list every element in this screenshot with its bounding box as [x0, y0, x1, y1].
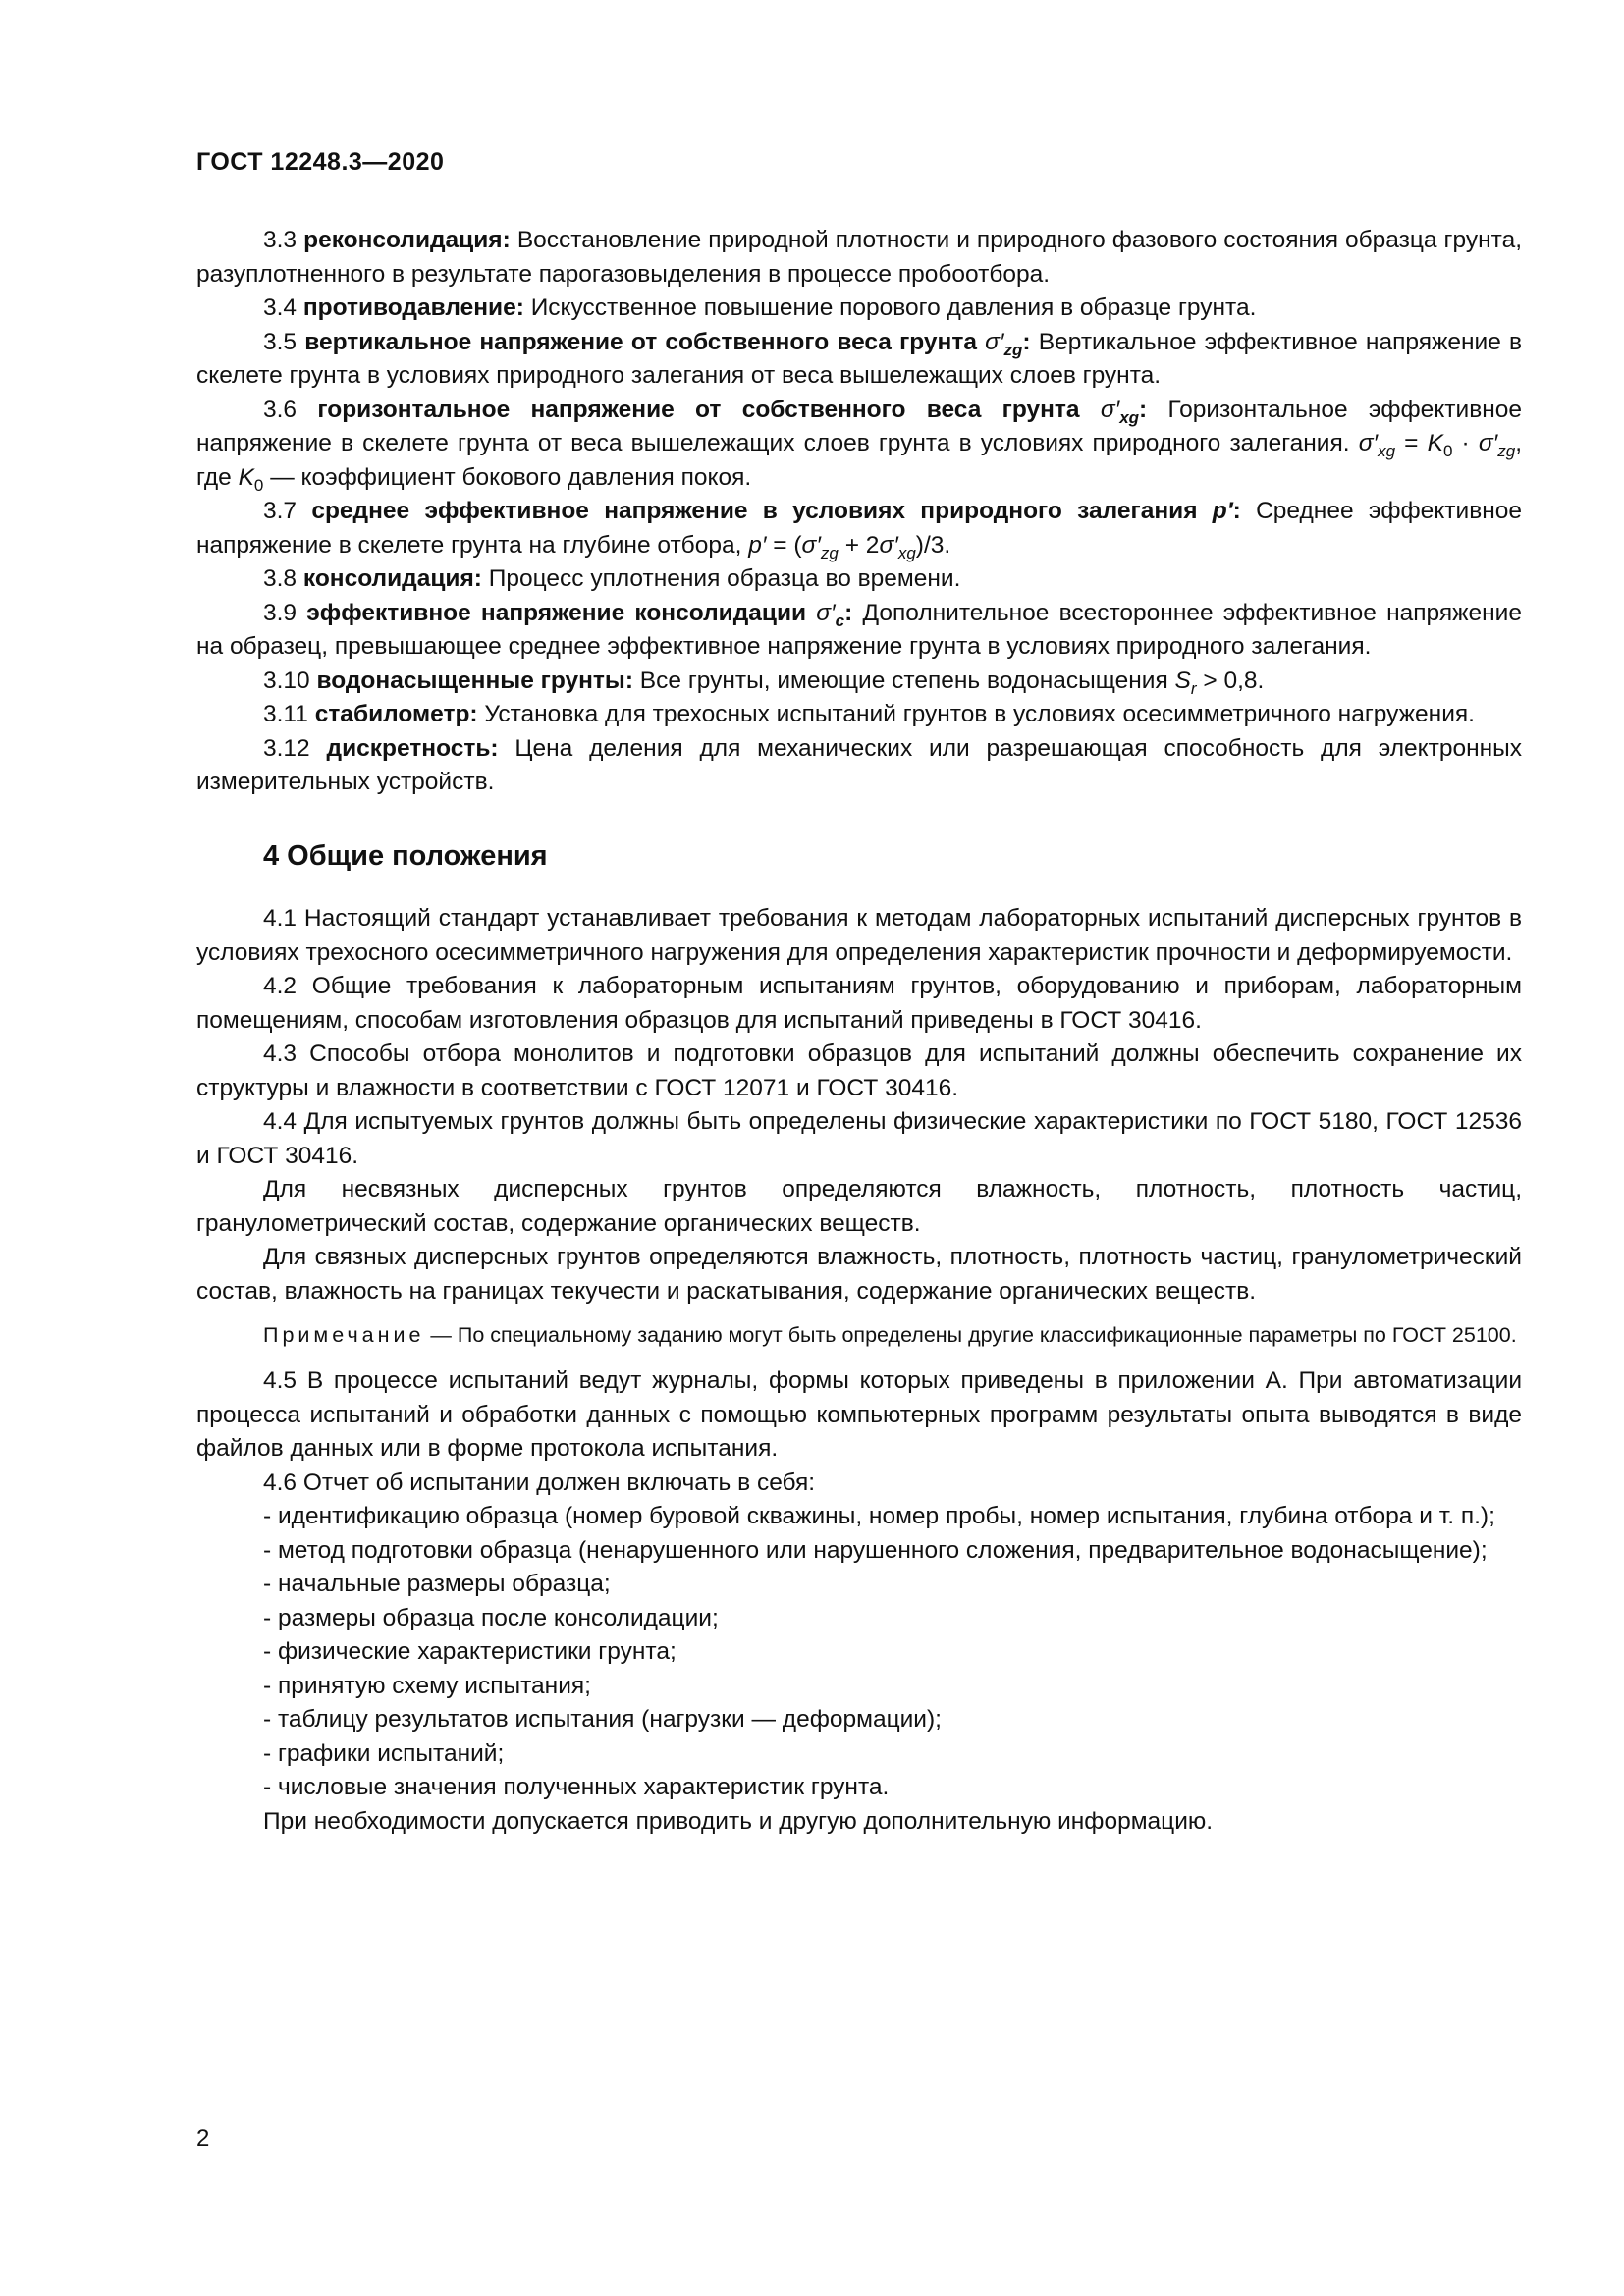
list-item: - графики испытаний; [263, 1739, 505, 1767]
term-name: вертикальное напряжение от собственного веса грунта [304, 328, 977, 355]
term-name: дискретность: [326, 734, 499, 762]
document-body [196, 224, 1522, 1839]
term-symbol: $\sigma'_{xg}$ [1100, 396, 1140, 427]
list-item: - начальные размеры образца; [263, 1571, 611, 1597]
term-definition: Процесс уплотнения образца во времени. [488, 565, 961, 592]
term-name: горизонтальное напряжение от собственного веса грунта [317, 396, 1080, 423]
note-text: — По специальному заданию могут быть определены другие классификационные параметры по ГОСТ 25100. [424, 1323, 1517, 1347]
term-number: 3.9 [263, 599, 298, 626]
term-number: 3.5 [263, 328, 298, 355]
formula: $p' = (\sigma'_{zg} + 2\sigma'_{xg})/3$. [748, 531, 951, 562]
term-definition: Все грунты, имеющие степень водонасыщения [639, 667, 1168, 694]
term-definition: Восстановление природной плотности и природного фазового состояния образца грунта, разуплотненного в результате парогазовыделения в процессе пробоотбора. [196, 227, 1523, 288]
term-3-4 [196, 292, 1522, 326]
paragraph-4-2: 4.2 Общие требования к лабораторным испытаниям грунтов, оборудованию и приборам, лабораторным помещениям, способам изготовления образцов для испытаний приведены в ГОСТ 30416. [196, 973, 1522, 1034]
paragraph-4-4-cohesive: Для связных дисперсных грунтов определяются влажность, плотность, плотность частиц, гранулометрический состав, влажность на границах текучести и раскатывания, содержание органических веществ. [196, 1244, 1522, 1305]
term-number: 3.10 [263, 667, 310, 694]
term-name: противодавление: [302, 294, 524, 321]
term-definition: Среднее эффективное напряжение в скелете грунта на глубине отбора, [196, 498, 1522, 559]
paragraph-4-4-noncohesive: Для несвязных дисперсных грунтов определяются влажность, плотность, плотность частиц, гранулометрический состав, содержание органических веществ. [196, 1176, 1522, 1237]
term-3-11 [196, 698, 1522, 732]
term-number: 3.6 [263, 396, 298, 423]
term-number: 3.7 [263, 498, 298, 524]
closing-paragraph: При необходимости допускается приводить и другую дополнительную информацию. [263, 1807, 1214, 1835]
term-number: 3.11 [263, 701, 308, 727]
term-3-9: 3.9 эффективное напряжение консолидации $\sigma'_c$: Дополнительное всестороннее эффективное напряжение на образец, превышающее среднее эффективное напряжение грунта в условиях природного залегания. [196, 599, 1522, 660]
list-item: - физические характеристики грунта; [263, 1638, 677, 1665]
term-definition: Горизонтальное эффективное напряжение в скелете грунта от веса вышележащих слоев грунта в условиях природного залегания. [196, 396, 1522, 456]
formula: $\sigma'_{xg} = K_0 \cdot \sigma'_{zg}$, где $K_0$ — коэффициент бокового давления покоя. [196, 430, 1523, 495]
term-number: 3.4 [263, 294, 298, 321]
formula: $S_r > 0,8$. [1174, 667, 1265, 698]
term-definition: Цена деления для механических или разрешающая способность для электронных измерительных устройств. [196, 734, 1522, 795]
list-item: - числовые значения полученных характеристик грунта. [263, 1774, 890, 1800]
note [196, 1320, 1522, 1351]
term-name: среднее эффективное напряжение в условиях природного залегания [311, 498, 1198, 524]
list-item: - идентификацию образца (номер буровой скважины, номер пробы, номер испытания, глубина отбора и т. п.); [263, 1503, 1495, 1529]
term-3-5: 3.5 вертикальное напряжение от собственного веса грунта $\sigma'_{zg}$: Вертикальное эффективное напряжение в скелете грунта в условиях природного залегания от веса вышележащих слоев грунта. [196, 328, 1522, 389]
term-name: водонасыщенные грунты: [316, 667, 633, 694]
term-definition: Искусственное повышение порового давления в образце грунта. [530, 294, 1257, 321]
paragraph-4-1: 4.1 Настоящий стандарт устанавливает требования к методам лабораторных испытаний дисперсных грунтов в условиях трехосного осесимметричного нагружения для определения характеристик прочности и деформируемости. [196, 905, 1522, 966]
paragraph-4-6: 4.6 Отчет об испытании должен включать в себя: [263, 1468, 816, 1496]
report-items-list [196, 1500, 1522, 1805]
list-item: - принятую схему испытания; [263, 1672, 591, 1699]
term-symbol: $\sigma'_{zg}$ [985, 328, 1023, 359]
term-symbol: p′ [1212, 498, 1233, 524]
term-number: 3.8 [263, 565, 298, 592]
term-symbol: $\sigma'_c$ [816, 599, 845, 630]
term-number: 3.12 [263, 734, 310, 762]
page-number: 2 [196, 2125, 210, 2152]
term-3-8 [196, 562, 1522, 597]
term-3-10 [196, 665, 1522, 699]
term-number: 3.3 [263, 227, 298, 253]
term-name: эффективное напряжение консолидации [306, 599, 807, 626]
term-name: реконсолидация: [303, 227, 511, 253]
note-label: Примечание [263, 1323, 425, 1347]
term-3-3 [196, 224, 1522, 292]
section-title: 4 Общие положения [263, 839, 548, 872]
term-3-12 [196, 732, 1522, 800]
document-header: ГОСТ 12248.3—2020 [196, 148, 445, 176]
term-definition: Установка для трехосных испытаний грунтов в условиях осесимметричного нагружения. [484, 701, 1475, 727]
list-item: - таблицу результатов испытания (нагрузки — деформации); [263, 1706, 942, 1733]
term-3-6: 3.6 горизонтальное напряжение от собственного веса грунта $\sigma'_{xg}$: Горизонтальное эффективное напряжение в скелете грунта от веса вышележащих слоев грунта в условиях природного залегания. $\sigma'_{xg} = K_0 \cdot \sigma'_{zg}$, где $K_0$ — коэффициент бокового давления покоя. [196, 396, 1523, 495]
paragraph-4-3: 4.3 Способы отбора монолитов и подготовки образцов для испытаний должны обеспечить сохранение их структуры и влажности в соответствии с ГОСТ 12071 и ГОСТ 30416. [196, 1041, 1522, 1101]
list-item: - метод подготовки образца (ненарушенного или нарушенного сложения, предварительное водонасыщение); [263, 1536, 1488, 1564]
term-definition: Вертикальное эффективное напряжение в скелете грунта в условиях природного залегания от веса вышележащих слоев грунта. [196, 328, 1522, 389]
paragraph-4-5: 4.5 В процессе испытаний ведут журналы, формы которых приведены в приложении А. При автоматизации процесса испытаний и обработки данных с помощью компьютерных программ результаты опыта выводятся в виде файлов данных или в форме протокола испытания. [196, 1367, 1522, 1462]
term-definition: Дополнительное всестороннее эффективное напряжение на образец, превышающее среднее эффективное напряжение грунта в условиях природного залегания. [196, 599, 1522, 660]
term-name: стабилометр: [314, 701, 478, 727]
term-name: консолидация: [302, 565, 482, 592]
paragraph-4-4: 4.4 Для испытуемых грунтов должны быть определены физические характеристики по ГОСТ 5180, ГОСТ 12536 и ГОСТ 30416. [196, 1108, 1522, 1169]
list-item: - размеры образца после консолидации; [263, 1604, 719, 1631]
term-3-7: 3.7 среднее эффективное напряжение в условиях природного залегания p′: Среднее эффективное напряжение в скелете грунта на глубине отбора, $p' = (\sigma'_{zg} + 2\sigma'_{xg})/3$. [196, 498, 1522, 562]
